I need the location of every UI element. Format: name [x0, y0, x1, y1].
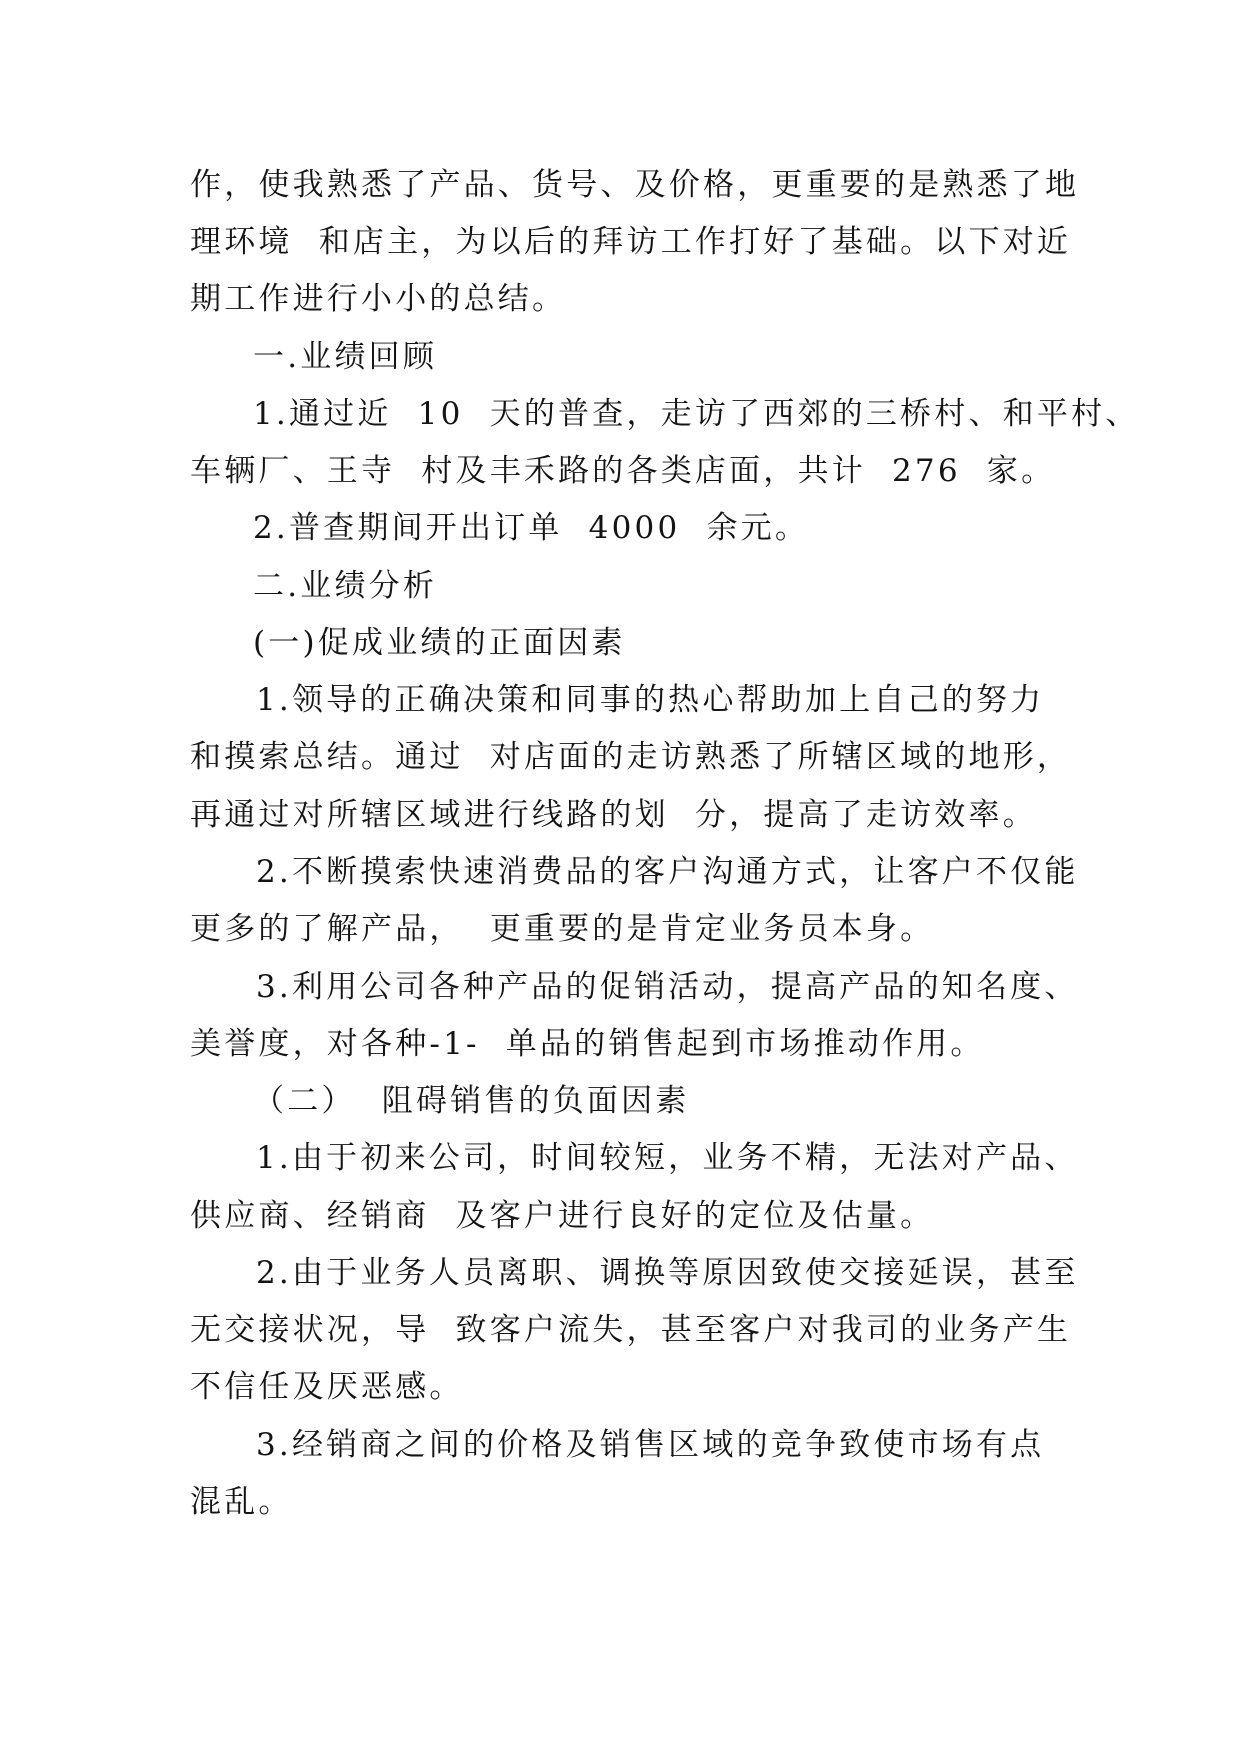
- section-heading: 一.业绩回顾: [253, 339, 438, 375]
- paragraph-line: 3.经销商之间的价格及销售区域的竞争致使市场有点: [256, 1427, 1045, 1463]
- subsection-heading: （二） 阻碍销售的负面因素: [253, 1083, 690, 1119]
- subsection-heading: (一)促成业绩的正面因素: [253, 625, 626, 661]
- paragraph-line: 3.利用公司各种产品的促销活动，提高产品的知名度、: [256, 969, 1079, 1005]
- paragraph-line: 车辆厂、王寺 村及丰禾路的各类店面，共计 276 家。: [190, 453, 1056, 489]
- paragraph-line: 2.普查期间开出订单 4000 余元。: [253, 510, 810, 546]
- paragraph-line: 更多的了解产品， 更重要的是肯定业务员本身。: [190, 911, 935, 947]
- paragraph-line: 和摸索总结。通过 对店面的走访熟悉了所辖区域的地形，: [190, 739, 1072, 775]
- paragraph-line: 作，使我熟悉了产品、货号、及价格，更重要的是熟悉了地: [190, 167, 1080, 203]
- paragraph-line: 期工作进行小小的总结。: [190, 281, 567, 317]
- paragraph-line: 再通过对所辖区域进行线路的划 分，提高了走访效率。: [190, 797, 1037, 833]
- section-heading: 二.业绩分析: [253, 568, 438, 604]
- paragraph-line: 美誉度，对各种-1- 单品的销售起到市场推动作用。: [190, 1026, 985, 1062]
- paragraph-line: 不信任及厌恶感。: [190, 1369, 464, 1405]
- paragraph-line: 无交接状况，导 致客户流失，甚至客户对我司的业务产生: [190, 1312, 1072, 1348]
- paragraph-line: 混乱。: [190, 1484, 293, 1520]
- paragraph-line: 供应商、经销商 及客户进行良好的定位及估量。: [190, 1198, 935, 1234]
- paragraph-line: 2.不断摸索快速消费品的客户沟通方式，让客户不仅能: [256, 854, 1079, 890]
- paragraph-line: 1.通过近 10 天的普查，走访了西郊的三桥村、和平村、: [253, 396, 1140, 432]
- paragraph-line: 2.由于业务人员离职、调换等原因致使交接延误，甚至: [256, 1255, 1079, 1291]
- paragraph-line: 理环境 和店主，为以后的拜访工作打好了基础。以下对近: [190, 224, 1072, 260]
- paragraph-line: 1.由于初来公司，时间较短，业务不精，无法对产品、: [256, 1140, 1079, 1176]
- paragraph-line: 1.领导的正确决策和同事的热心帮助加上自己的努力: [256, 682, 1045, 718]
